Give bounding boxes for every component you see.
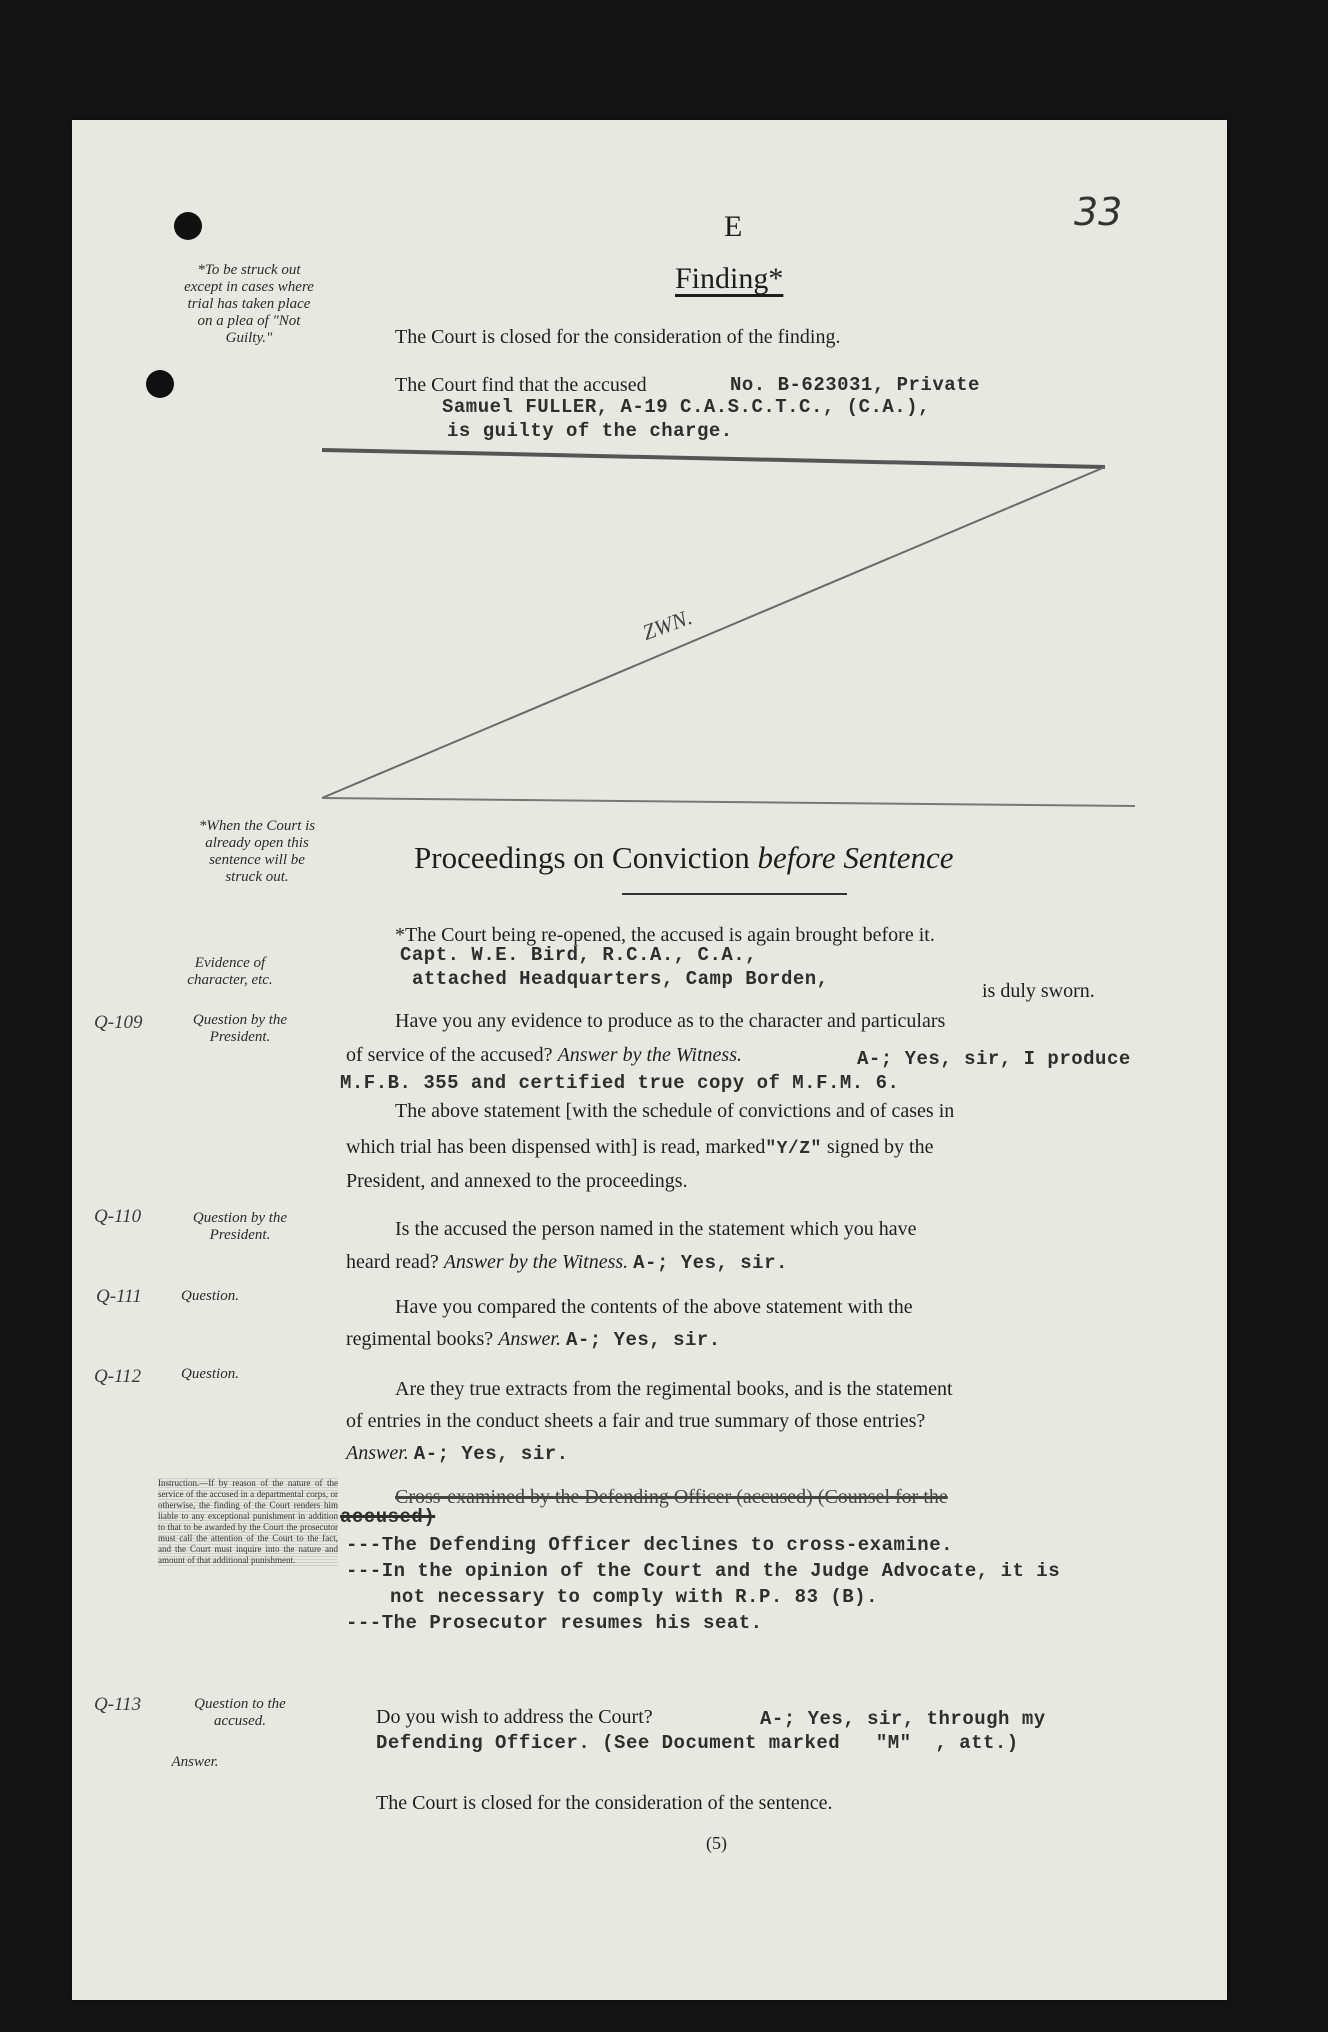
section-letter: E	[724, 210, 743, 243]
statement-line-1: The above statement [with the schedule of convictions and of cases in	[395, 1100, 955, 1122]
statement-line-3: President, and annexed to the proceedings.	[346, 1170, 688, 1192]
question-text-cont	[346, 1038, 742, 1072]
question-number: Q-113	[94, 1694, 142, 1715]
open-court-margin-note: *When the Court is already open this sentence will be struck out.	[198, 818, 316, 885]
answer-typed-line2: M.F.B. 355 and certified true copy of M.F.M. 6.	[340, 1072, 900, 1094]
question-number: Q-109	[94, 1012, 143, 1033]
finding-typed-line-2: Samuel FULLER, A-19 C.A.S.C.T.C., (C.A.),	[442, 396, 930, 418]
question-text-line2: heard read?	[346, 1251, 439, 1273]
final-answer-typed: A-; Yes, sir, through my	[760, 1708, 1046, 1730]
finding-closed-line: The Court is closed for the consideration of the finding.	[395, 326, 841, 348]
duly-sworn-text: is duly sworn.	[982, 980, 1095, 1002]
statement-line-2b: signed by the	[826, 1136, 934, 1158]
cross-exam-struck-line: Cross-examined by the Defending Officer (accused) (Counsel for the	[395, 1486, 948, 1508]
proceedings-title	[414, 840, 954, 876]
witness-line-1: Capt. W.E. Bird, R.C.A., C.A.,	[400, 944, 758, 966]
question-label: Question by the President.	[192, 1210, 288, 1243]
question-text-cont	[346, 1322, 721, 1357]
answer-label: Answer by the Witness.	[443, 1251, 629, 1273]
proceedings-title-roman: Proceedings on Conviction	[414, 840, 750, 875]
question-answer-line	[346, 1436, 569, 1471]
finding-title: Finding*	[675, 262, 784, 295]
closing-line: The Court is closed for the consideration of the sentence.	[376, 1792, 833, 1814]
finding-typed-line-1: No. B-623031, Private	[730, 374, 980, 396]
statement-line-2	[346, 1130, 934, 1166]
question-text-line2: of entries in the conduct sheets a fair and true summary of those entries?	[346, 1410, 926, 1432]
question-text-line2: regimental books?	[346, 1328, 494, 1350]
handwritten-page-number: 33	[1074, 190, 1123, 234]
finding-margin-note: *To be struck out except in cases where trial has taken place on a plea of "Not Guilty."	[184, 262, 314, 346]
question-text-cont	[346, 1245, 788, 1280]
question-number: Q-112	[94, 1366, 142, 1387]
proceedings-title-rule	[622, 893, 847, 895]
question-number: Q-110	[94, 1206, 142, 1227]
answer-label: Answer.	[346, 1442, 409, 1464]
answer-typed: A-; Yes, sir.	[413, 1443, 569, 1465]
answer-margin-label: Answer.	[171, 1754, 219, 1770]
answer-typed: A-; Yes, sir.	[565, 1329, 721, 1351]
statement-line-2a: which trial has been dispensed with] is read, marked	[346, 1136, 766, 1158]
question-number: Q-111	[96, 1286, 142, 1307]
question-text: Have you compared the contents of the above statement with the	[395, 1296, 913, 1318]
cross-exam-line-2: ---In the opinion of the Court and the Judge Advocate, it is	[346, 1560, 1061, 1582]
finding-prefix: The Court find that the accused	[395, 374, 647, 396]
question-text: Is the accused the person named in the statement which you have	[395, 1218, 917, 1240]
cross-exam-line-3: not necessary to comply with R.P. 83 (B).	[390, 1586, 878, 1608]
final-question-text: Do you wish to address the Court?	[376, 1706, 653, 1728]
witness-line-2: attached Headquarters, Camp Borden,	[412, 968, 829, 990]
question-text: Have you any evidence to produce as to the character and particulars	[395, 1010, 946, 1032]
cross-exam-line-1: ---The Defending Officer declines to cross-examine.	[346, 1534, 953, 1556]
page-number: (5)	[706, 1833, 727, 1853]
question-text: Are they true extracts from the regimental books, and is the statement	[395, 1378, 953, 1400]
reopened-line: *The Court being re-opened, the accused is again brought before it.	[395, 924, 935, 946]
question-label: Question.	[181, 1366, 239, 1382]
cross-exam-struck-line-2: accused)	[340, 1506, 436, 1528]
cross-exam-line-4: ---The Prosecutor resumes his seat.	[346, 1612, 763, 1634]
answer-typed: A-; Yes, sir, I produce	[857, 1048, 1131, 1070]
evidence-margin-label: Evidence of character, etc.	[187, 955, 273, 988]
statement-mark: "Y/Z"	[765, 1139, 822, 1159]
handwritten-initials: ZWN.	[639, 604, 696, 645]
proceedings-title-italic: before Sentence	[757, 840, 954, 875]
answer-label: Answer.	[498, 1328, 561, 1350]
final-answer-typed-line2: Defending Officer. (See Document marked "M" , att.)	[376, 1732, 1019, 1754]
answer-label: Answer by the Witness.	[557, 1044, 742, 1066]
question-label: Question to the accused.	[194, 1696, 286, 1729]
instruction-margin-note: Instruction.—If by reason of the nature of the service of the accused in a departmental corps, or otherwise, the finding of the Court renders him liable to any exceptional punishment in addition to that to be awarded by the Court the prosecutor must call the attention of the Court to the fact, and the Court must inquire into the nature and amount of that additional punishment.	[158, 1478, 338, 1565]
question-label: Question.	[181, 1288, 239, 1304]
answer-typed: A-; Yes, sir.	[633, 1252, 788, 1274]
finding-typed-line-3: is guilty of the charge.	[447, 420, 733, 442]
question-text-line2: of service of the accused?	[346, 1044, 553, 1066]
question-label: Question by the President.	[192, 1012, 288, 1045]
